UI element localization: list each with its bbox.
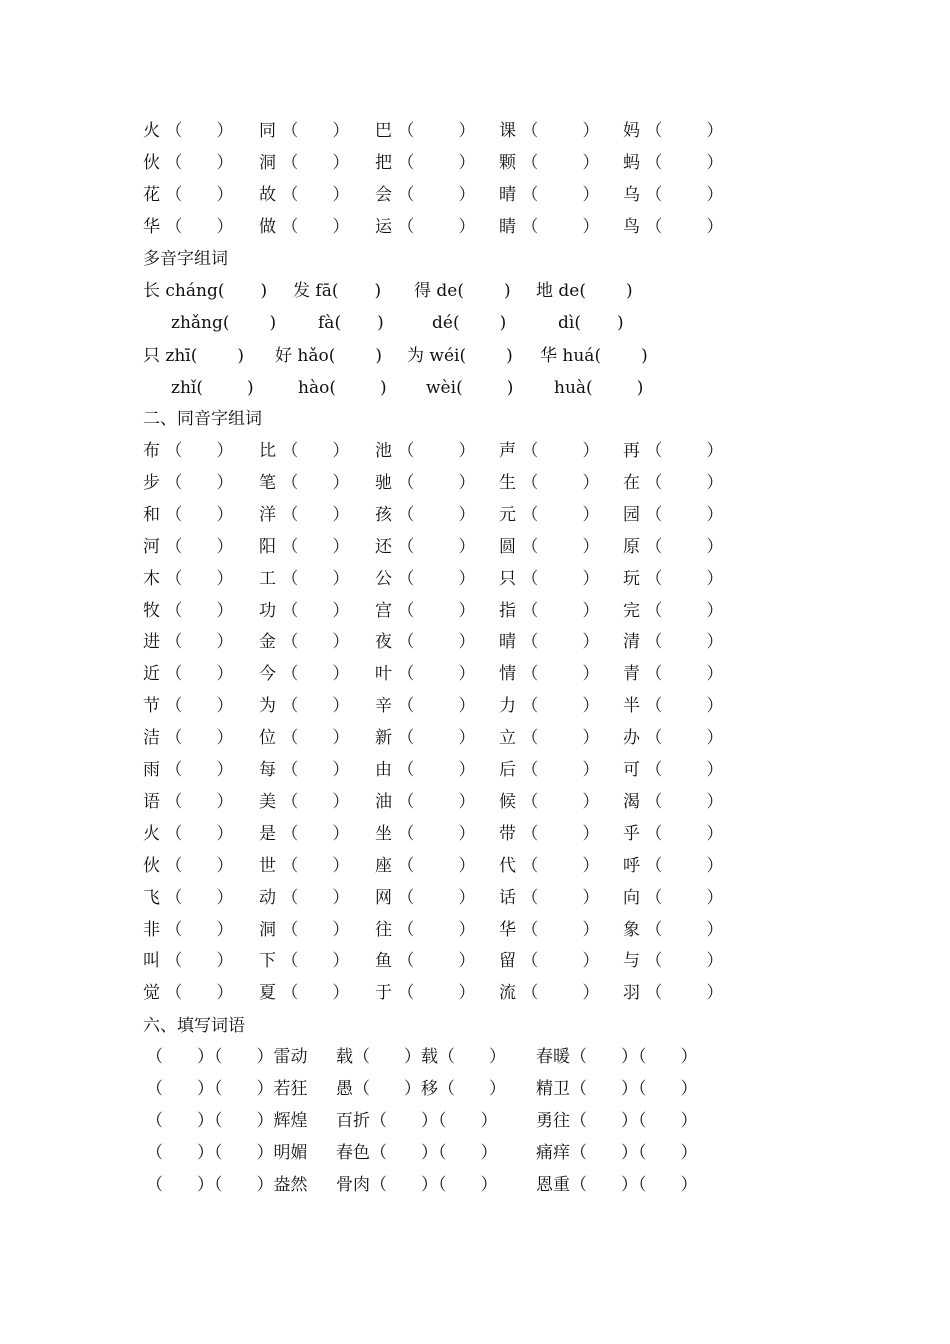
grid-row <box>0 148 950 178</box>
word-cell: 往 （ ） <box>375 920 476 940</box>
word-cell: 夏 （ ） <box>259 983 350 1003</box>
word-cell: 同 （ ） <box>259 121 350 141</box>
grid-row <box>0 564 950 594</box>
word-cell: 华 （ ） <box>143 217 234 237</box>
word-cell: 呼 （ ） <box>623 856 724 876</box>
word-cell: 花 （ ） <box>143 185 234 205</box>
word-cell: 为 （ ） <box>259 696 350 716</box>
polyphone-item: wèi( ) <box>426 378 514 398</box>
word-cell: 河 （ ） <box>143 537 234 557</box>
word-cell: 步 （ ） <box>143 473 234 493</box>
word-cell: 节 （ ） <box>143 696 234 716</box>
word-cell: 伙 （ ） <box>143 856 234 876</box>
word-cell: 非 （ ） <box>143 920 234 940</box>
word-cell: 原 （ ） <box>623 537 724 557</box>
fill-row <box>0 1074 950 1104</box>
grid-row <box>0 851 950 881</box>
word-cell: 象 （ ） <box>623 920 724 940</box>
polyphone-item: dé( ) <box>432 313 507 333</box>
grid-row <box>0 436 950 466</box>
word-cell: 蚂 （ ） <box>623 153 724 173</box>
polyphone-item: fà( ) <box>318 313 384 333</box>
fill-item: （ ）（ ）辉煌 <box>146 1111 308 1131</box>
word-cell: 下 （ ） <box>259 951 350 971</box>
fill-row <box>0 1170 950 1200</box>
word-cell: 今 （ ） <box>259 664 350 684</box>
word-cell: 美 （ ） <box>259 792 350 812</box>
fill-item: 愚（ ）移（ ） <box>336 1079 506 1099</box>
word-cell: 池 （ ） <box>375 441 476 461</box>
word-cell: 妈 （ ） <box>623 121 724 141</box>
fill-item: （ ）（ ）雷动 <box>146 1047 308 1067</box>
word-cell: 情 （ ） <box>499 664 600 684</box>
fill-row <box>0 1042 950 1072</box>
word-cell: 坐 （ ） <box>375 824 476 844</box>
polyphone-item: 地 de( ) <box>536 281 633 301</box>
word-cell: 半 （ ） <box>623 696 724 716</box>
word-cell: 于 （ ） <box>375 983 476 1003</box>
word-cell: 新 （ ） <box>375 728 476 748</box>
word-cell: 座 （ ） <box>375 856 476 876</box>
polyphone-item: zhǐ( ) <box>171 378 254 398</box>
word-cell: 晴 （ ） <box>499 185 600 205</box>
word-cell: 玩 （ ） <box>623 569 724 589</box>
polyphone-item: 发 fā( ) <box>293 281 382 301</box>
word-cell: 伙 （ ） <box>143 153 234 173</box>
word-cell: 话 （ ） <box>499 888 600 908</box>
grid-row <box>0 532 950 562</box>
word-cell: 金 （ ） <box>259 632 350 652</box>
word-cell: 工 （ ） <box>259 569 350 589</box>
grid-row <box>0 978 950 1008</box>
word-cell: 声 （ ） <box>499 441 600 461</box>
word-cell: 巴 （ ） <box>375 121 476 141</box>
fill-item: 百折（ ）（ ） <box>336 1111 498 1131</box>
grid-row <box>0 627 950 657</box>
word-cell: 功 （ ） <box>259 601 350 621</box>
word-cell: 叫 （ ） <box>143 951 234 971</box>
word-cell: 牧 （ ） <box>143 601 234 621</box>
polyphone-row <box>0 276 950 306</box>
word-cell: 可 （ ） <box>623 760 724 780</box>
word-cell: 鸟 （ ） <box>623 217 724 237</box>
grid-row <box>0 659 950 689</box>
grid-row <box>0 915 950 945</box>
word-cell: 世 （ ） <box>259 856 350 876</box>
word-cell: 油 （ ） <box>375 792 476 812</box>
polyphone-item: 好 hǎo( ) <box>275 346 383 366</box>
grid-row <box>0 468 950 498</box>
word-cell: 和 （ ） <box>143 505 234 525</box>
polyphone-row <box>0 308 950 338</box>
word-cell: 在 （ ） <box>623 473 724 493</box>
word-cell: 公 （ ） <box>375 569 476 589</box>
grid-row <box>0 723 950 753</box>
word-cell: 完 （ ） <box>623 601 724 621</box>
word-cell: 比 （ ） <box>259 441 350 461</box>
word-cell: 课 （ ） <box>499 121 600 141</box>
polyphone-item: 只 zhī( ) <box>143 346 245 366</box>
word-cell: 流 （ ） <box>499 983 600 1003</box>
word-cell: 火 （ ） <box>143 121 234 141</box>
word-cell: 带 （ ） <box>499 824 600 844</box>
word-cell: 进 （ ） <box>143 632 234 652</box>
word-cell: 把 （ ） <box>375 153 476 173</box>
polyphone-item: dì( ) <box>558 313 624 333</box>
section-title-polyphone: 多音字组词 <box>143 249 228 269</box>
section-title-fill-words: 六、填写词语 <box>143 1016 245 1036</box>
word-cell: 只 （ ） <box>499 569 600 589</box>
grid-row <box>0 883 950 913</box>
grid-row <box>0 596 950 626</box>
polyphone-item: huà( ) <box>554 378 644 398</box>
word-cell: 做 （ ） <box>259 217 350 237</box>
polyphone-item: 为 wéi( ) <box>407 346 513 366</box>
word-cell: 近 （ ） <box>143 664 234 684</box>
word-cell: 向 （ ） <box>623 888 724 908</box>
word-cell: 孩 （ ） <box>375 505 476 525</box>
word-cell: 还 （ ） <box>375 537 476 557</box>
grid-row <box>0 946 950 976</box>
word-cell: 办 （ ） <box>623 728 724 748</box>
word-cell: 火 （ ） <box>143 824 234 844</box>
word-cell: 是 （ ） <box>259 824 350 844</box>
word-cell: 阳 （ ） <box>259 537 350 557</box>
word-cell: 生 （ ） <box>499 473 600 493</box>
fill-item: （ ）（ ）明媚 <box>146 1143 308 1163</box>
polyphone-item: hào( ) <box>298 378 387 398</box>
word-cell: 叶 （ ） <box>375 664 476 684</box>
word-cell: 睛 （ ） <box>499 217 600 237</box>
word-cell: 运 （ ） <box>375 217 476 237</box>
word-cell: 晴 （ ） <box>499 632 600 652</box>
word-cell: 宫 （ ） <box>375 601 476 621</box>
fill-item: 载（ ）载（ ） <box>336 1047 506 1067</box>
polyphone-item: zhǎng( ) <box>171 313 277 333</box>
word-cell: 乌 （ ） <box>623 185 724 205</box>
word-cell: 洋 （ ） <box>259 505 350 525</box>
word-cell: 后 （ ） <box>499 760 600 780</box>
word-cell: 夜 （ ） <box>375 632 476 652</box>
polyphone-item: 长 cháng( ) <box>143 281 268 301</box>
grid-row <box>0 787 950 817</box>
polyphone-item: 得 de( ) <box>414 281 511 301</box>
word-cell: 会 （ ） <box>375 185 476 205</box>
word-cell: 羽 （ ） <box>623 983 724 1003</box>
word-cell: 木 （ ） <box>143 569 234 589</box>
word-cell: 代 （ ） <box>499 856 600 876</box>
word-cell: 清 （ ） <box>623 632 724 652</box>
word-cell: 乎 （ ） <box>623 824 724 844</box>
word-cell: 布 （ ） <box>143 441 234 461</box>
word-cell: 留 （ ） <box>499 951 600 971</box>
word-cell: 语 （ ） <box>143 792 234 812</box>
fill-item: 恩重（ ）（ ） <box>536 1175 698 1195</box>
fill-item: 骨肉（ ）（ ） <box>336 1175 498 1195</box>
word-cell: 驰 （ ） <box>375 473 476 493</box>
word-cell: 雨 （ ） <box>143 760 234 780</box>
word-cell: 园 （ ） <box>623 505 724 525</box>
word-cell: 位 （ ） <box>259 728 350 748</box>
word-cell: 网 （ ） <box>375 888 476 908</box>
grid-row <box>0 755 950 785</box>
polyphone-row <box>0 373 950 403</box>
word-cell: 由 （ ） <box>375 760 476 780</box>
grid-row <box>0 212 950 242</box>
grid-row <box>0 819 950 849</box>
word-cell: 洁 （ ） <box>143 728 234 748</box>
fill-item: （ ）（ ）盎然 <box>146 1175 308 1195</box>
word-cell: 洞 （ ） <box>259 153 350 173</box>
word-cell: 华 （ ） <box>499 920 600 940</box>
word-cell: 动 （ ） <box>259 888 350 908</box>
fill-item: 勇往（ ）（ ） <box>536 1111 698 1131</box>
word-cell: 候 （ ） <box>499 792 600 812</box>
word-cell: 故 （ ） <box>259 185 350 205</box>
fill-item: 精卫（ ）（ ） <box>536 1079 698 1099</box>
word-cell: 辛 （ ） <box>375 696 476 716</box>
grid-row <box>0 180 950 210</box>
word-cell: 洞 （ ） <box>259 920 350 940</box>
fill-item: 痛痒（ ）（ ） <box>536 1143 698 1163</box>
word-cell: 觉 （ ） <box>143 983 234 1003</box>
fill-row <box>0 1138 950 1168</box>
word-cell: 指 （ ） <box>499 601 600 621</box>
grid-row <box>0 500 950 530</box>
word-cell: 圆 （ ） <box>499 537 600 557</box>
word-cell: 再 （ ） <box>623 441 724 461</box>
polyphone-item: 华 huá( ) <box>540 346 648 366</box>
polyphone-row <box>0 341 950 371</box>
grid-row <box>0 691 950 721</box>
word-cell: 力 （ ） <box>499 696 600 716</box>
word-cell: 青 （ ） <box>623 664 724 684</box>
word-cell: 与 （ ） <box>623 951 724 971</box>
fill-item: 春暖（ ）（ ） <box>536 1047 698 1067</box>
word-cell: 元 （ ） <box>499 505 600 525</box>
word-cell: 每 （ ） <box>259 760 350 780</box>
fill-row <box>0 1106 950 1136</box>
word-cell: 立 （ ） <box>499 728 600 748</box>
section-title-homophone: 二、同音字组词 <box>143 409 262 429</box>
word-cell: 颗 （ ） <box>499 153 600 173</box>
word-cell: 渴 （ ） <box>623 792 724 812</box>
word-cell: 鱼 （ ） <box>375 951 476 971</box>
fill-item: 春色（ ）（ ） <box>336 1143 498 1163</box>
word-cell: 笔 （ ） <box>259 473 350 493</box>
word-cell: 飞 （ ） <box>143 888 234 908</box>
grid-row <box>0 116 950 146</box>
fill-item: （ ）（ ）若狂 <box>146 1079 308 1099</box>
